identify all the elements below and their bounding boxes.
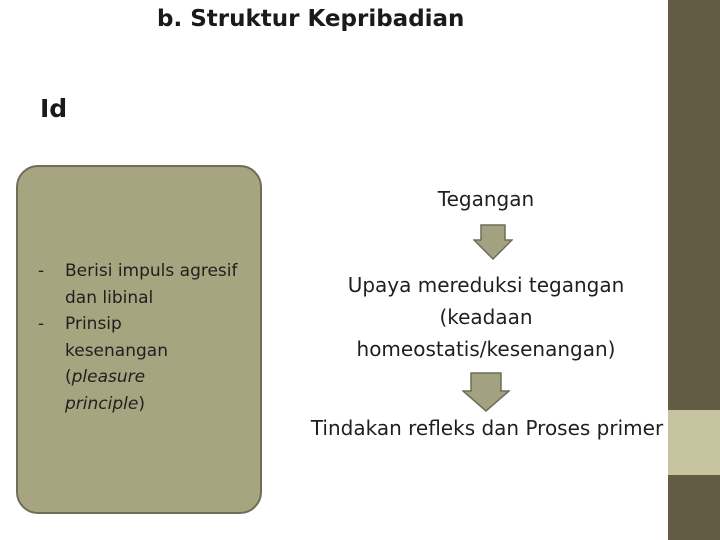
flow-step-reduce-line1: Upaya mereduksi tegangan [347, 273, 625, 297]
down-arrow-icon [462, 372, 510, 412]
bullet-item [38, 258, 253, 311]
flow-step-reduce [316, 269, 656, 365]
flow-step-action: Tindakan refleks dan Proses primer [310, 416, 664, 440]
bullet-item [38, 311, 253, 417]
bullet-text-post: ) [138, 393, 145, 414]
bullet-dash: - [38, 261, 45, 281]
bullet-text-pre: Prinsip kesenangan ( [65, 314, 168, 387]
decorative-sidebar [666, 0, 720, 540]
sidebar-divider [666, 0, 668, 540]
flow-step-reduce-line3: homeostatis/kesenangan) [356, 337, 616, 361]
flow-step-reduce-line2: (keadaan [439, 305, 533, 329]
bullet-text-italic: pleasure principle [65, 367, 146, 414]
bullet-text: Berisi impuls agresif dan libinal [65, 261, 238, 308]
bullet-text [65, 311, 185, 417]
bullet-list [38, 258, 253, 417]
bullet-dash: - [38, 314, 45, 334]
flow-step-tension: Tegangan [437, 187, 535, 211]
sidebar-band-top [666, 0, 720, 410]
sidebar-band-bottom [666, 475, 720, 540]
down-arrow-icon [473, 224, 513, 260]
slide-title: b. Struktur Kepribadian [157, 6, 465, 32]
section-heading: Id [40, 94, 68, 123]
